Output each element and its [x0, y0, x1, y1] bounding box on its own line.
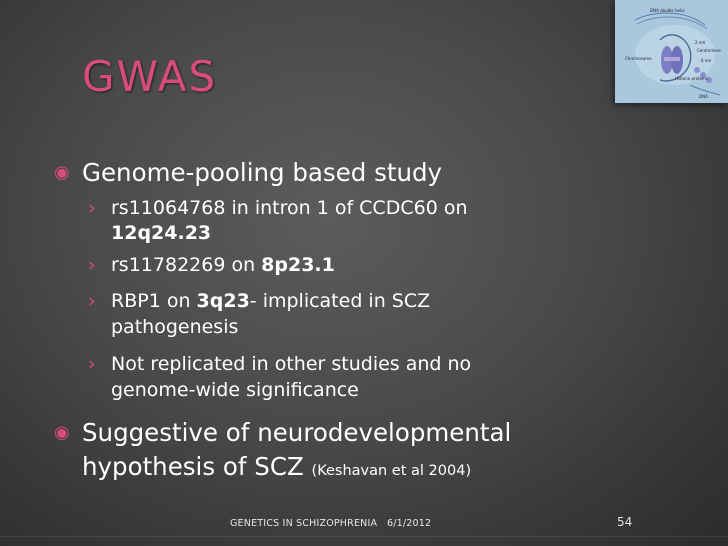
chromosome-diagram-image — [615, 0, 728, 103]
image-caption: Histone proteins — [675, 76, 708, 81]
image-caption: DNA double helix — [650, 8, 685, 13]
footer-date: 6/1/2012 — [387, 518, 432, 529]
bullet-text: hypothesis of SCZ — [82, 452, 312, 481]
chevron-right-icon: › — [88, 290, 96, 312]
bullet-icon: ◉ — [54, 162, 70, 183]
slide-title: GWAS — [82, 52, 218, 101]
sub-bullet-text: - implicated in SCZ — [249, 290, 431, 312]
footer-title: GENETICS IN SCHIZOPHRENIA — [230, 518, 378, 529]
sub-bullet-bold: 8p23.1 — [261, 254, 335, 276]
bullet-text: Genome-pooling based study — [82, 158, 443, 187]
page-number: 54 — [617, 515, 633, 529]
chevron-right-icon: › — [88, 197, 96, 219]
sub-bullet-text: pathogenesis — [111, 316, 239, 338]
image-caption: 2 nm — [695, 40, 706, 45]
sub-bullet-text: RBP1 on — [111, 290, 197, 312]
chevron-right-icon: › — [88, 254, 96, 276]
image-caption: Centromere — [697, 48, 721, 53]
image-caption: Chromosome — [625, 56, 652, 61]
citation-text: (Keshavan et al 2004) — [311, 463, 472, 479]
sub-bullet-text: rs11064768 in intron 1 of CCDC60 on — [111, 197, 468, 219]
image-caption: 6 nm — [701, 58, 712, 63]
sub-bullet-text: genome-wide significance — [111, 379, 359, 401]
image-caption: DNA — [699, 94, 708, 99]
chevron-right-icon: › — [88, 353, 96, 375]
bullet-text: Suggestive of neurodevelopmental — [82, 418, 512, 447]
sub-bullet-text: Not replicated in other studies and no — [111, 353, 472, 375]
footer-divider — [0, 536, 728, 537]
sub-bullet-text: rs11782269 on — [111, 254, 262, 276]
sub-bullet-bold: 3q23 — [196, 290, 250, 312]
bullet-icon: ◉ — [54, 422, 70, 443]
sub-bullet-bold: 12q24.23 — [111, 222, 212, 244]
